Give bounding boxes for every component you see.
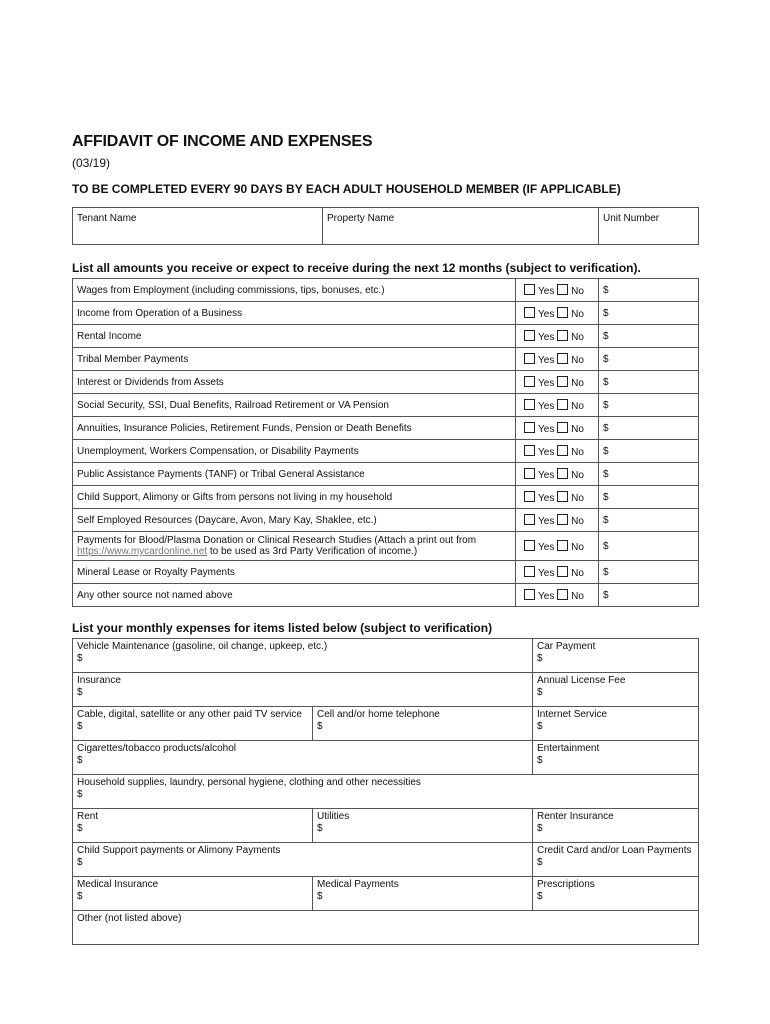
tenant-info-table — [72, 207, 699, 245]
yes-no-choice — [516, 584, 599, 607]
yes-no-choice — [516, 509, 599, 532]
income-source-label: Social Security, SSI, Dual Benefits, Railroad Retirement or VA Pension — [73, 394, 516, 417]
yes-checkbox[interactable] — [524, 422, 535, 433]
dollar-sign: $ — [77, 891, 83, 902]
dollar-sign: $ — [603, 284, 609, 296]
expense-row — [73, 707, 699, 741]
yes-label: Yes — [538, 541, 555, 553]
blood-plasma-line1: Payments for Blood/Plasma Donation or Clinical Research Studies (Attach a print out from — [77, 535, 477, 546]
no-checkbox[interactable] — [557, 491, 568, 502]
yes-no-choice — [516, 486, 599, 509]
insurance-field[interactable] — [73, 673, 533, 707]
dollar-sign: $ — [603, 468, 609, 480]
no-label: No — [571, 423, 584, 435]
no-checkbox[interactable] — [557, 514, 568, 525]
no-label: No — [571, 567, 584, 579]
dollar-sign: $ — [603, 330, 609, 342]
amount-field[interactable] — [599, 279, 699, 302]
blood-plasma-line2: to be used as 3rd Party Verification of income.) — [207, 546, 418, 557]
amount-field[interactable] — [599, 463, 699, 486]
dollar-sign: $ — [77, 823, 83, 834]
yes-checkbox[interactable] — [524, 514, 535, 525]
dollar-sign: $ — [537, 721, 543, 732]
yes-label: Yes — [538, 400, 555, 412]
expense-row — [73, 877, 699, 911]
income-row — [73, 325, 699, 348]
amount-field[interactable] — [599, 532, 699, 561]
no-label: No — [571, 492, 584, 504]
income-row — [73, 302, 699, 325]
yes-checkbox[interactable] — [524, 307, 535, 318]
yes-label: Yes — [538, 308, 555, 320]
income-row — [73, 394, 699, 417]
no-label: No — [571, 285, 584, 297]
expense-row — [73, 639, 699, 673]
income-source-label: Self Employed Resources (Daycare, Avon, Mary Kay, Shaklee, etc.) — [73, 509, 516, 532]
cigarettes-alcohol-label: Cigarettes/tobacco products/alcohol — [77, 743, 236, 754]
property-name-label: Property Name — [327, 213, 395, 224]
cell-telephone-field[interactable] — [313, 707, 533, 741]
affidavit-form — [72, 133, 698, 945]
medical-insurance-label: Medical Insurance — [77, 879, 159, 890]
income-row — [73, 440, 699, 463]
yes-checkbox[interactable] — [524, 566, 535, 577]
other-expenses-field[interactable] — [73, 911, 699, 945]
no-label: No — [571, 354, 584, 366]
dollar-sign: $ — [317, 891, 323, 902]
amount-field[interactable] — [599, 348, 699, 371]
vehicle-maintenance-label: Vehicle Maintenance (gasoline, oil change, upkeep, etc.) — [77, 641, 328, 652]
expense-row — [73, 775, 699, 809]
dollar-sign: $ — [603, 514, 609, 526]
income-source-label: Mineral Lease or Royalty Payments — [73, 561, 516, 584]
rent-label: Rent — [77, 811, 99, 822]
yes-label: Yes — [538, 590, 555, 602]
amount-field[interactable] — [599, 486, 699, 509]
dollar-sign: $ — [603, 491, 609, 503]
child-support-label: Child Support payments or Alimony Payments — [77, 845, 281, 856]
yes-label: Yes — [538, 377, 555, 389]
amount-field[interactable] — [599, 302, 699, 325]
income-row — [73, 463, 699, 486]
yes-no-choice — [516, 440, 599, 463]
yes-checkbox[interactable] — [524, 399, 535, 410]
yes-no-choice — [516, 532, 599, 561]
no-checkbox[interactable] — [557, 589, 568, 600]
amount-field[interactable] — [599, 417, 699, 440]
no-label: No — [571, 331, 584, 343]
yes-checkbox[interactable] — [524, 353, 535, 364]
expense-row — [73, 911, 699, 945]
income-table — [72, 278, 699, 607]
income-source-label: Any other source not named above — [73, 584, 516, 607]
income-source-label: Child Support, Alimony or Gifts from persons not living in my household — [73, 486, 516, 509]
insurance-label: Insurance — [77, 675, 121, 686]
revision-date: (03/19) — [72, 156, 111, 170]
unit-number-field[interactable] — [599, 208, 699, 245]
yes-label: Yes — [538, 331, 555, 343]
prescriptions-label: Prescriptions — [537, 879, 595, 890]
yes-no-choice — [516, 463, 599, 486]
child-support-field[interactable] — [73, 843, 533, 877]
internet-service-label: Internet Service — [537, 709, 608, 720]
yes-checkbox[interactable] — [524, 589, 535, 600]
medical-payments-label: Medical Payments — [317, 879, 399, 890]
expenses-table — [72, 638, 699, 945]
cigarettes-alcohol-field[interactable] — [73, 741, 533, 775]
dollar-sign: $ — [77, 687, 83, 698]
amount-field[interactable] — [599, 440, 699, 463]
income-row — [73, 348, 699, 371]
dollar-sign: $ — [77, 653, 83, 664]
no-label: No — [571, 469, 584, 481]
income-row — [73, 509, 699, 532]
income-row — [73, 532, 699, 561]
medical-payments-field[interactable] — [313, 877, 533, 911]
utilities-field[interactable] — [313, 809, 533, 843]
dollar-sign: $ — [603, 540, 609, 552]
no-label: No — [571, 400, 584, 412]
renter-insurance-label: Renter Insurance — [537, 811, 614, 822]
no-checkbox[interactable] — [557, 399, 568, 410]
dollar-sign: $ — [603, 307, 609, 319]
entertainment-field[interactable] — [533, 741, 699, 775]
tenant-name-field[interactable] — [73, 208, 323, 245]
yes-checkbox[interactable] — [524, 284, 535, 295]
prescriptions-field[interactable] — [533, 877, 699, 911]
yes-checkbox[interactable] — [524, 468, 535, 479]
no-checkbox[interactable] — [557, 284, 568, 295]
medical-insurance-field[interactable] — [73, 877, 313, 911]
utilities-label: Utilities — [317, 811, 350, 822]
yes-checkbox[interactable] — [524, 445, 535, 456]
no-checkbox[interactable] — [557, 540, 568, 551]
dollar-sign: $ — [603, 353, 609, 365]
credit-card-loan-field[interactable] — [533, 843, 699, 877]
no-checkbox[interactable] — [557, 566, 568, 577]
tenant-name-label: Tenant Name — [77, 213, 137, 224]
credit-card-loan-label: Credit Card and/or Loan Payments — [537, 845, 692, 856]
other-expenses-label: Other (not listed above) — [77, 913, 182, 924]
yes-label: Yes — [538, 423, 555, 435]
cable-tv-field[interactable] — [73, 707, 313, 741]
no-label: No — [571, 377, 584, 389]
annual-license-fee-field[interactable] — [533, 673, 699, 707]
dollar-sign: $ — [537, 823, 543, 834]
yes-label: Yes — [538, 567, 555, 579]
amount-field[interactable] — [599, 561, 699, 584]
cable-tv-label: Cable, digital, satellite or any other paid TV service — [77, 709, 302, 720]
income-source-label — [73, 532, 516, 561]
expense-row — [73, 673, 699, 707]
yes-label: Yes — [538, 492, 555, 504]
income-source-label: Interest or Dividends from Assets — [73, 371, 516, 394]
yes-no-choice — [516, 417, 599, 440]
no-checkbox[interactable] — [557, 376, 568, 387]
income-source-label: Public Assistance Payments (TANF) or Tribal General Assistance — [73, 463, 516, 486]
no-checkbox[interactable] — [557, 307, 568, 318]
unit-number-label: Unit Number — [603, 213, 660, 224]
entertainment-label: Entertainment — [537, 743, 600, 754]
income-source-label: Rental Income — [73, 325, 516, 348]
yes-label: Yes — [538, 285, 555, 297]
yes-no-choice — [516, 302, 599, 325]
dollar-sign: $ — [77, 857, 83, 868]
page-title: AFFIDAVIT OF INCOME AND EXPENSES — [72, 133, 373, 150]
no-label: No — [571, 515, 584, 527]
income-row — [73, 279, 699, 302]
yes-checkbox[interactable] — [524, 376, 535, 387]
dollar-sign: $ — [317, 721, 323, 732]
no-checkbox[interactable] — [557, 353, 568, 364]
no-label: No — [571, 541, 584, 553]
dollar-sign: $ — [317, 823, 323, 834]
dollar-sign: $ — [603, 376, 609, 388]
dollar-sign: $ — [537, 755, 543, 766]
income-row — [73, 486, 699, 509]
dollar-sign: $ — [537, 857, 543, 868]
dollar-sign: $ — [603, 422, 609, 434]
dollar-sign: $ — [603, 566, 609, 578]
mycardonline-link[interactable]: https://www.mycardonline.net — [77, 546, 208, 557]
amount-field[interactable] — [599, 371, 699, 394]
annual-license-fee-label: Annual License Fee — [537, 675, 626, 686]
car-payment-field[interactable] — [533, 639, 699, 673]
no-label: No — [571, 308, 584, 320]
dollar-sign: $ — [537, 653, 543, 664]
no-label: No — [571, 590, 584, 602]
yes-no-choice — [516, 325, 599, 348]
dollar-sign: $ — [537, 687, 543, 698]
income-source-label: Annuities, Insurance Policies, Retirement Funds, Pension or Death Benefits — [73, 417, 516, 440]
yes-checkbox[interactable] — [524, 491, 535, 502]
property-name-field[interactable] — [323, 208, 599, 245]
rent-field[interactable] — [73, 809, 313, 843]
yes-label: Yes — [538, 354, 555, 366]
dollar-sign: $ — [77, 755, 83, 766]
instruction-heading: TO BE COMPLETED EVERY 90 DAYS BY EACH ADULT HOUSEHOLD MEMBER (IF APPLICABLE) — [72, 182, 621, 196]
amount-field[interactable] — [599, 325, 699, 348]
yes-checkbox[interactable] — [524, 540, 535, 551]
yes-no-choice — [516, 394, 599, 417]
vehicle-maintenance-field[interactable] — [73, 639, 533, 673]
expenses-section-title: List your monthly expenses for items listed below (subject to verification) — [72, 621, 493, 635]
income-row — [73, 371, 699, 394]
dollar-sign: $ — [77, 721, 83, 732]
yes-no-choice — [516, 371, 599, 394]
income-source-label: Tribal Member Payments — [73, 348, 516, 371]
renter-insurance-field[interactable] — [533, 809, 699, 843]
no-checkbox[interactable] — [557, 330, 568, 341]
household-supplies-label: Household supplies, laundry, personal hygiene, clothing and other necessities — [77, 777, 421, 788]
dollar-sign: $ — [537, 891, 543, 902]
yes-label: Yes — [538, 515, 555, 527]
no-checkbox[interactable] — [557, 468, 568, 479]
amount-field[interactable] — [599, 584, 699, 607]
internet-service-field[interactable] — [533, 707, 699, 741]
income-source-label: Income from Operation of a Business — [73, 302, 516, 325]
expense-row — [73, 809, 699, 843]
expense-row — [73, 843, 699, 877]
income-source-label: Unemployment, Workers Compensation, or Disability Payments — [73, 440, 516, 463]
amount-field[interactable] — [599, 509, 699, 532]
income-row — [73, 561, 699, 584]
dollar-sign: $ — [77, 789, 83, 800]
household-supplies-field[interactable] — [73, 775, 699, 809]
no-checkbox[interactable] — [557, 422, 568, 433]
income-section-title: List all amounts you receive or expect to receive during the next 12 months (subject to verification). — [72, 261, 641, 275]
yes-label: Yes — [538, 469, 555, 481]
income-row — [73, 584, 699, 607]
yes-checkbox[interactable] — [524, 330, 535, 341]
cell-telephone-label: Cell and/or home telephone — [317, 709, 440, 720]
yes-no-choice — [516, 561, 599, 584]
dollar-sign: $ — [603, 589, 609, 601]
no-label: No — [571, 446, 584, 458]
car-payment-label: Car Payment — [537, 641, 596, 652]
yes-no-choice — [516, 279, 599, 302]
income-row — [73, 417, 699, 440]
dollar-sign: $ — [603, 445, 609, 457]
yes-no-choice — [516, 348, 599, 371]
income-source-label: Wages from Employment (including commissions, tips, bonuses, etc.) — [73, 279, 516, 302]
yes-label: Yes — [538, 446, 555, 458]
no-checkbox[interactable] — [557, 445, 568, 456]
expense-row — [73, 741, 699, 775]
amount-field[interactable] — [599, 394, 699, 417]
dollar-sign: $ — [603, 399, 609, 411]
